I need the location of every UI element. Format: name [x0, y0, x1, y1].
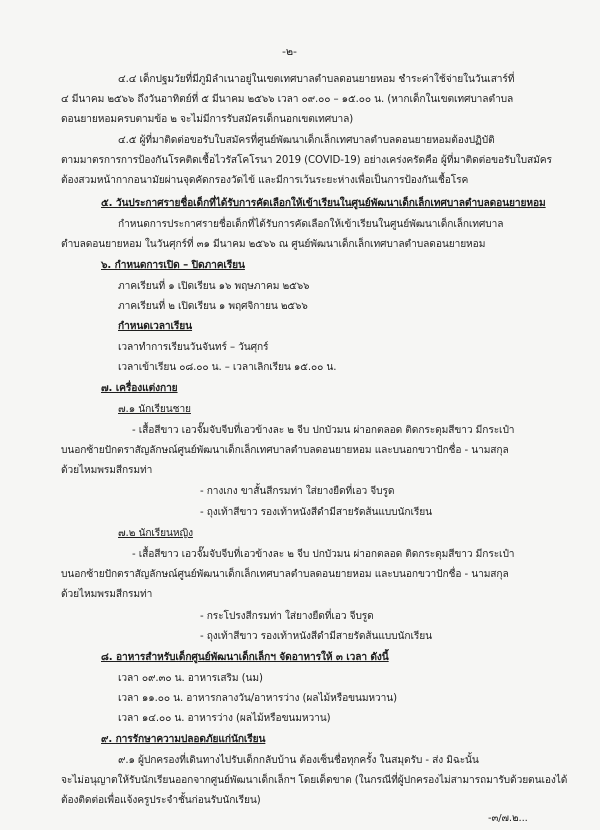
- section-5-body-line-1: กำหนดการประกาศรายชื่อเด็กที่ได้รับการคัดเลือกให้เข้าเรียนในศูนย์พัฒนาเด็กเล็กเทศบาล: [118, 219, 504, 230]
- footer-continuation: -๓/๗.๒...: [488, 813, 528, 824]
- para-4-5-line-1: ๔.๕ ผู้ที่มาติดต่อขอรับใบสมัครที่ศูนย์พัฒนาเด็กเล็กเทศบาลตำบลดอนยายหอมต้องปฏิบัติ: [118, 135, 495, 146]
- section-8-heading: ๘. อาหารสำหรับเด็กศูนย์พัฒนาเด็กเล็กฯ จัดอาหารให้ ๓ เวลา ดังนี้: [101, 652, 389, 663]
- school-hours: เวลาเข้าเรียน ๐๘.๐๐ น. – เวลาเลิกเรียน ๑๕.๐๐ น.: [118, 362, 337, 373]
- girls-shirt-line-3: ด้วยไหมพรมสีกรมท่า: [61, 589, 153, 600]
- section-9-heading: ๙. การรักษาความปลอดภัยแก่นักเรียน: [101, 734, 266, 745]
- meal-2: เวลา ๑๑.๐๐ น. อาหารกลางวัน/อาหารว่าง (ผลไม้หรือขนมหวาน): [118, 693, 398, 704]
- meal-1: เวลา ๐๙.๓๐ น. อาหารเสริม (นม): [118, 673, 263, 684]
- boys-pants: - กางเกง ขาสั้นสีกรมท่า ใส่ยางยืดที่เอว จีบรูด: [200, 486, 395, 497]
- girls-skirt: - กระโปรงสีกรมท่า ใส่ยางยืดที่เอว จีบรูด: [200, 611, 374, 622]
- term-1: ภาคเรียนที่ ๑ เปิดเรียน ๑๖ พฤษภาคม ๒๕๖๖: [118, 281, 310, 292]
- school-days: เวลาทำการเรียนวันจันทร์ – วันศุกร์: [118, 342, 269, 353]
- schedule-heading: กำหนดเวลาเรียน: [118, 321, 193, 332]
- section-6-heading: ๖. กำหนดการเปิด – ปิดภาคเรียน: [101, 260, 245, 271]
- girls-heading: ๗.๒ นักเรียนหญิง: [118, 528, 193, 539]
- para-4-5-line-3: ต้องสวมหน้ากากอนามัยผ่านจุดคัดกรองวัดไข้ และมีการเว้นระยะห่างเพื่อเป็นการป้องกันเชื้อโรค: [61, 175, 469, 186]
- para-4-5-line-2: ตามมาตรการการป้องกันโรคติดเชื้อไวรัสโคโรนา 2019 (COVID-19) อย่างเคร่งครัดคือ ผู้ที่มาติดต่อขอรับใบสมัคร: [61, 155, 552, 166]
- para-4-4-line-2: ๔ มีนาคม ๒๕๖๖ ถึงวันอาทิตย์ที่ ๕ มีนาคม ๒๕๖๖ เวลา ๐๙.๐๐ – ๑๕.๐๐ น. (หากเด็กในเขตเทศบาลตำบล: [61, 94, 514, 105]
- girls-socks: - ถุงเท้าสีขาว รองเท้าหนังสีดำมีสายรัดส้นแบบนักเรียน: [200, 631, 432, 642]
- page-number: -๒-: [282, 45, 297, 58]
- boys-shirt-line-1: - เสื้อสีขาว เอวจั๊มจับจีบที่เอวข้างละ ๒ จีบ ปกบัวมน ผ่าอกตลอด ติดกระดุมสีขาว มีกระเป๋า: [132, 425, 515, 436]
- para-4-4-line-3: ดอนยายหอมครบตามข้อ ๒ จะไม่มีการรับสมัครเด็กนอกเขตเทศบาล): [61, 114, 354, 125]
- section-9-body-line-2: จะไม่อนุญาตให้รับนักเรียนออกจากศูนย์พัฒนาเด็กเล็กฯ โดยเด็ดขาด (ในกรณีที่ผู้ปกครองไม่สามารถมารับด้วยตนเองได้: [61, 775, 568, 786]
- para-4-4-line-1: ๔.๔ เด็กปฐมวัยที่มีภูมิลำเนาอยู่ในเขตเทศบาลตำบลดอนยายหอม ชำระค่าใช้จ่ายในวันเสาร์ที่: [118, 74, 515, 85]
- boys-socks: - ถุงเท้าสีขาว รองเท้าหนังสีดำมีสายรัดส้นแบบนักเรียน: [200, 507, 432, 518]
- boys-shirt-line-3: ด้วยไหมพรมสีกรมท่า: [61, 465, 153, 476]
- girls-shirt-line-1: - เสื้อสีขาว เอวจั๊มจับจีบที่เอวข้างละ ๒ จีบ ปกบัวมน ผ่าอกตลอด ติดกระดุมสีขาว มีกระเป๋า: [132, 549, 515, 560]
- boys-heading: ๗.๑ นักเรียนชาย: [118, 404, 191, 415]
- girls-shirt-line-2: บนอกซ้ายปักตราสัญลักษณ์ศูนย์พัฒนาเด็กเล็กเทศบาลตำบลดอนยายหอม และบนอกขวาปักชื่อ - นามสกุล: [61, 569, 509, 580]
- section-9-body-line-3: ต้องติดต่อเพื่อแจ้งครูประจำชั้นก่อนรับนักเรียน): [61, 795, 261, 806]
- section-5-body-line-2: ตำบลดอนยายหอม ในวันศุกร์ที่ ๓๑ มีนาคม ๒๕๖๖ ณ ศูนย์พัฒนาเด็กเล็กเทศบาลตำบลดอนยายหอม: [61, 239, 486, 250]
- meal-3: เวลา ๑๔.๐๐ น. อาหารว่าง (ผลไม้หรือขนมหวาน): [118, 713, 331, 724]
- term-2: ภาคเรียนที่ ๒ เปิดเรียน ๑ พฤศจิกายน ๒๕๖๖: [118, 301, 308, 312]
- section-5-heading: ๕. วันประกาศรายชื่อเด็กที่ได้รับการคัดเลือกให้เข้าเรียนในศูนย์พัฒนาเด็กเล็กเทศบาลตำบลดอนยายหอม: [101, 198, 546, 209]
- section-7-heading: ๗. เครื่องแต่งกาย: [101, 383, 178, 394]
- boys-shirt-line-2: บนอกซ้ายปักตราสัญลักษณ์ศูนย์พัฒนาเด็กเล็กเทศบาลตำบลดอนยายหอม และบนอกขวาปักชื่อ - นามสกุล: [61, 445, 509, 456]
- section-9-body-line-1: ๙.๑ ผู้ปกครองที่เดินทางไปรับเด็กกลับบ้าน ต้องเซ็นชื่อทุกครั้ง ในสมุดรับ - ส่ง มิฉะนั้น: [118, 755, 479, 766]
